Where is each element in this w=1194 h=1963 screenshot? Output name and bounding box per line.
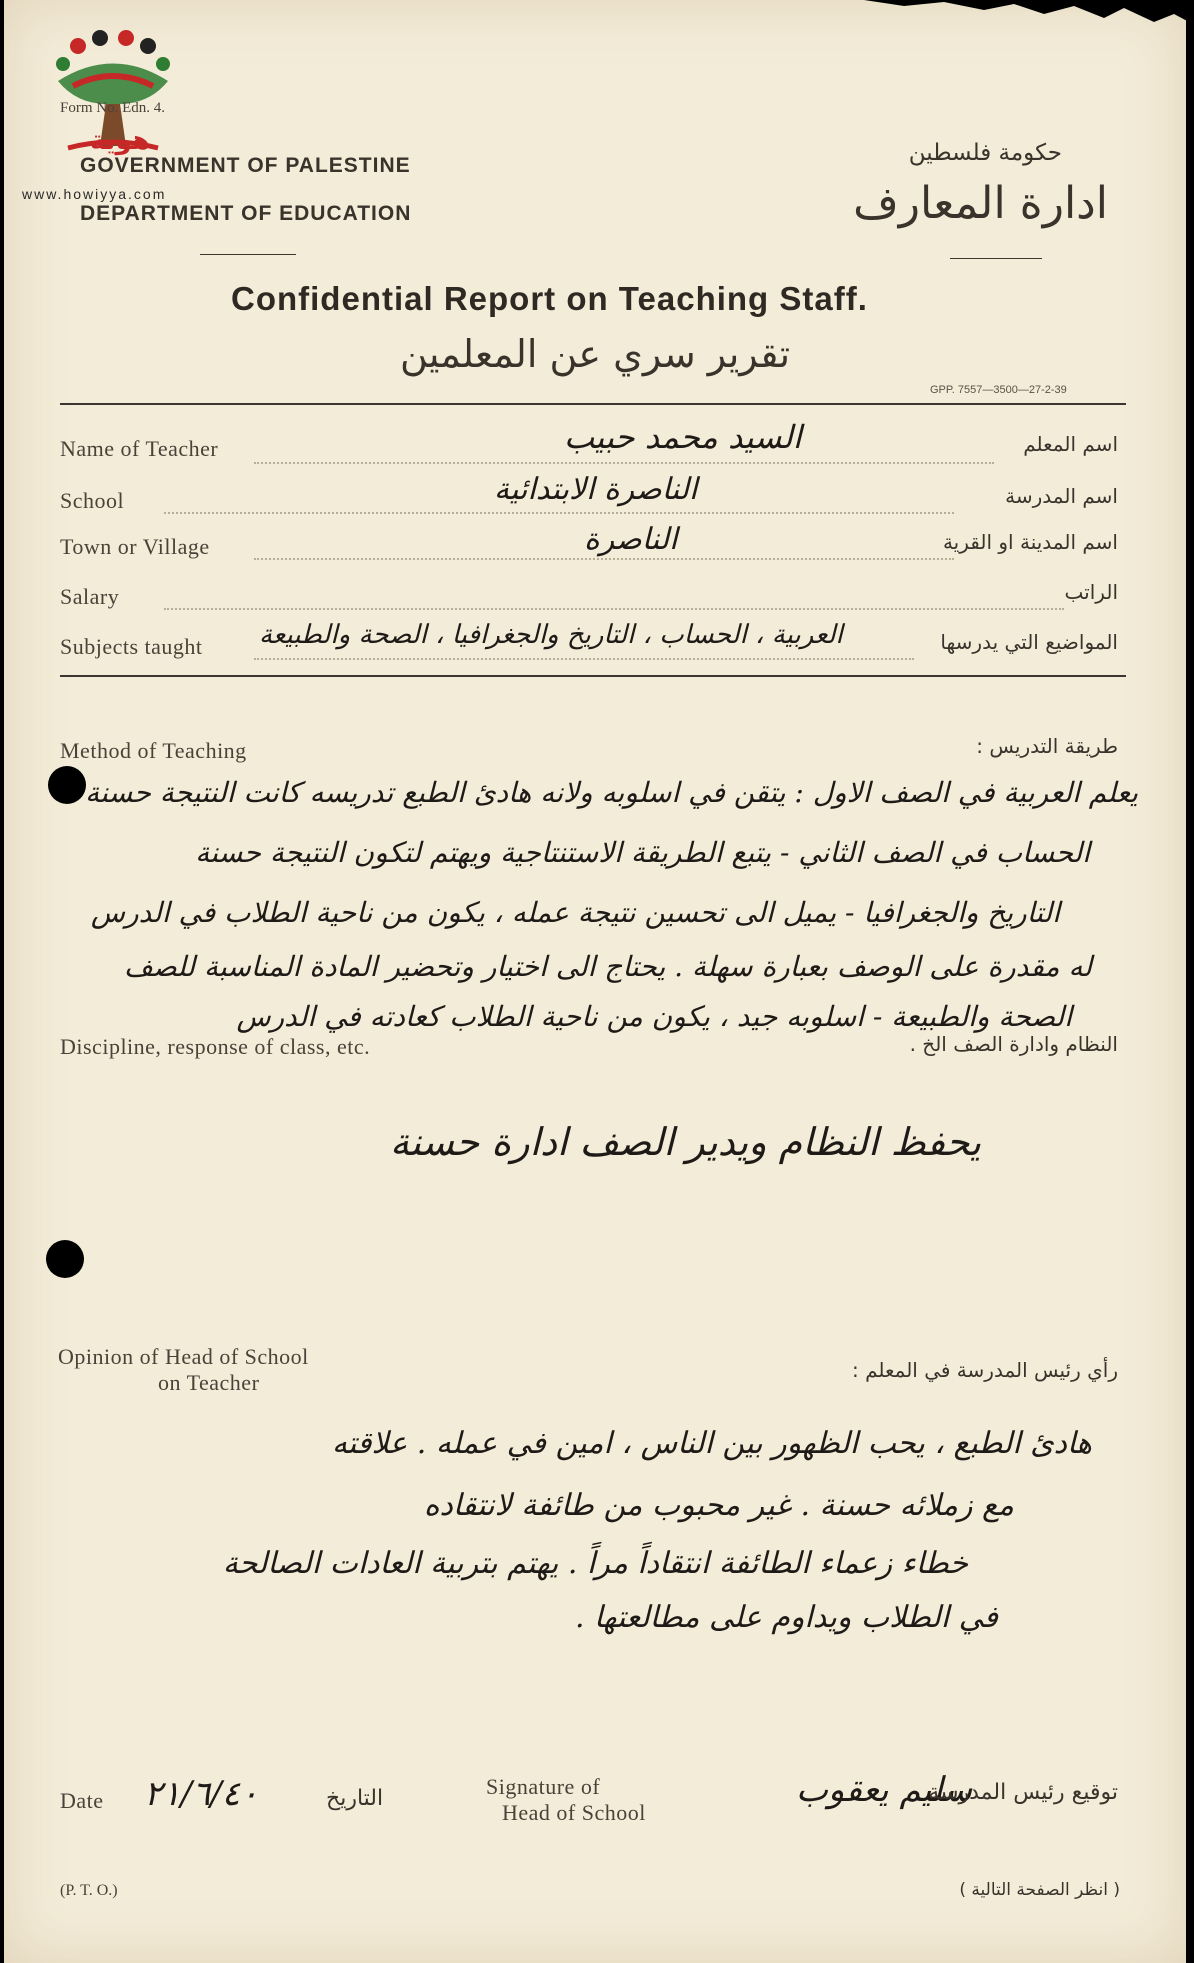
method-line-2: الحساب في الصف الثاني - يتبع الطريقة الاستنتاجية ويهتم لتكون النتيجة حسنة bbox=[195, 836, 1090, 869]
header-divider-left bbox=[200, 254, 296, 255]
field-label-town: Town or Village bbox=[60, 534, 210, 559]
discipline-label-ar: النظام وادارة الصف الخ . bbox=[909, 1032, 1118, 1056]
field-label-town-ar: اسم المدينة او القرية bbox=[942, 530, 1118, 554]
field-value-school: الناصرة الابتدائية bbox=[494, 472, 698, 507]
watermark-brand: هوية bbox=[90, 126, 150, 156]
field-value-town: الناصرة bbox=[584, 522, 678, 557]
gov-title-ar: حكومة فلسطين bbox=[908, 140, 1062, 166]
method-label: Method of Teaching bbox=[60, 738, 247, 763]
form-number: Form No. Edn. 4. bbox=[60, 100, 165, 116]
opinion-label-1: Opinion of Head of School bbox=[58, 1344, 309, 1369]
field-line-salary bbox=[164, 608, 1064, 610]
punch-hole-middle bbox=[46, 1240, 84, 1278]
field-label-subjects: Subjects taught bbox=[60, 634, 203, 659]
watermark-site: www.howiyya.com bbox=[22, 186, 167, 202]
report-page bbox=[4, 0, 1186, 1963]
date-label: Date bbox=[60, 1788, 104, 1813]
header-divider-right bbox=[950, 258, 1042, 259]
date-label-ar: التاريخ bbox=[326, 1786, 384, 1811]
field-value-teacher: السيد محمد حبيب bbox=[564, 418, 802, 456]
opinion-label-2: on Teacher bbox=[158, 1370, 260, 1395]
opinion-line-3: خطاء زعماء الطائفة انتقاداً مراً . يهتم بتربية العادات الصالحة bbox=[222, 1546, 968, 1581]
signature-label-2: Head of School bbox=[502, 1800, 646, 1825]
signature-label-1: Signature of bbox=[486, 1774, 601, 1799]
field-label-subjects-ar: المواضيع التي يدرسها bbox=[940, 630, 1118, 654]
gov-title-en: GOVERNMENT OF PALESTINE bbox=[80, 154, 411, 177]
method-line-1: يعلم العربية في الصف الاول : يتقن في اسلوبه ولانه هادئ الطبع تدريسه كانت النتيجة حسنة bbox=[85, 776, 1138, 809]
field-label-school: School bbox=[60, 488, 125, 513]
pto-label-ar: ( انظر الصفحة التالية ) bbox=[959, 1880, 1120, 1900]
opinion-label-ar: رأي رئيس المدرسة في المعلم : bbox=[851, 1358, 1118, 1382]
field-label-teacher: Name of Teacher bbox=[60, 436, 219, 461]
punch-hole-top bbox=[48, 766, 86, 804]
discipline-text: يحفظ النظام ويدير الصف ادارة حسنة bbox=[390, 1120, 982, 1164]
field-value-subjects: العربية ، الحساب ، التاريخ والجغرافيا ، الصحة والطبيعة bbox=[259, 620, 843, 650]
dept-title-en: DEPARTMENT OF EDUCATION bbox=[80, 202, 412, 225]
field-line-teacher bbox=[254, 462, 994, 464]
field-label-salary: Salary bbox=[60, 584, 120, 609]
method-line-3: التاريخ والجغرافيا - يميل الى تحسين نتيجة عمله ، يكون من ناحية الطلاب في الدرس bbox=[90, 896, 1060, 929]
signature-label-ar: توقيع رئيس المدرسة bbox=[928, 1780, 1118, 1805]
method-label-ar: طريقة التدريس : bbox=[976, 734, 1118, 758]
method-line-4: له مقدرة على الوصف بعبارة سهلة . يحتاج الى اختيار وتحضير المادة المناسبة للصف bbox=[124, 950, 1092, 983]
dept-title-ar: ادارة المعارف bbox=[853, 178, 1108, 229]
report-title-en: Confidential Report on Teaching Staff. bbox=[231, 280, 868, 317]
pto-label: (P. T. O.) bbox=[60, 1882, 118, 1899]
fields-bottom-rule bbox=[60, 675, 1126, 677]
print-reference: GPP. 7557—3500—27-2-39 bbox=[930, 384, 1067, 396]
field-line-town bbox=[254, 558, 954, 560]
field-label-salary-ar: الراتب bbox=[1064, 580, 1118, 604]
signature-value: سليم يعقوب bbox=[796, 1770, 973, 1810]
opinion-line-1: هادئ الطبع ، يحب الظهور بين الناس ، امين في عمله . علاقته bbox=[331, 1426, 1092, 1461]
fields-top-rule bbox=[60, 403, 1126, 405]
field-label-teacher-ar: اسم المعلم bbox=[1023, 432, 1118, 456]
date-value: ٢١/٦/٤٠ bbox=[144, 1774, 259, 1814]
field-line-subjects bbox=[254, 658, 914, 660]
torn-edge bbox=[824, 0, 1186, 40]
field-label-school-ar: اسم المدرسة bbox=[1005, 484, 1118, 508]
report-title-ar: تقرير سري عن المعلمين bbox=[400, 332, 791, 376]
opinion-line-2: مع زملائه حسنة . غير محبوب من طائفة لانتقاده bbox=[423, 1488, 1014, 1523]
opinion-line-4: في الطلاب ويداوم على مطالعتها . bbox=[574, 1600, 998, 1635]
field-line-school bbox=[164, 512, 954, 514]
method-line-5: الصحة والطبيعة - اسلوبه جيد ، يكون من ناحية الطلاب كعادته في الدرس bbox=[236, 1000, 1072, 1033]
discipline-label: Discipline, response of class, etc. bbox=[60, 1034, 371, 1059]
